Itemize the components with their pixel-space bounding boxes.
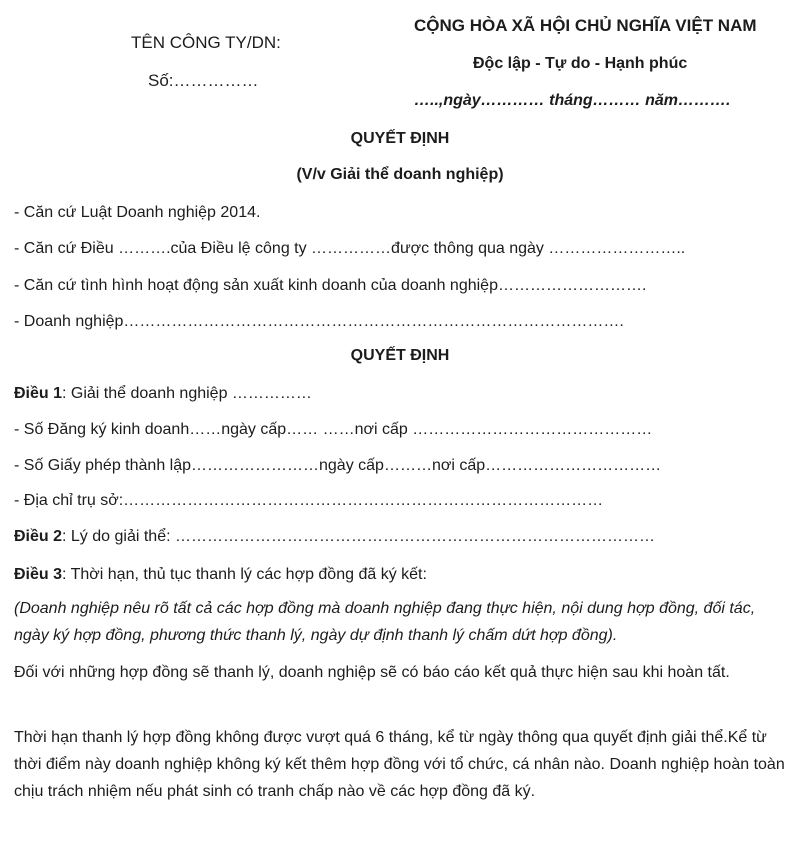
article-1-detail: - Số Đăng ký kinh doanh……ngày cấp…… ……nơi cấp ……………………………………… xyxy=(14,421,653,438)
article-1-detail: - Địa chỉ trụ sở:……………………………………………………………………………… xyxy=(14,492,604,509)
decision-title: QUYẾT ĐỊNH xyxy=(350,347,450,364)
document-title: QUYẾT ĐỊNH xyxy=(350,130,450,147)
article-3-text: : Thời hạn, thủ tục thanh lý các hợp đồng đã ký kết: xyxy=(62,566,427,583)
document-subtitle: (V/v Giải thể doanh nghiệp) xyxy=(296,166,504,183)
national-title: CỘNG HÒA XÃ HỘI CHỦ NGHĨA VIỆT NAM xyxy=(414,16,757,35)
article-1-text: : Giải thể doanh nghiệp …………… xyxy=(62,385,312,402)
national-motto: Độc lập - Tự do - Hạnh phúc xyxy=(473,55,688,72)
article-3-paragraph: Thời hạn thanh lý hợp đồng không được vượt quá 6 tháng, kể từ ngày thông qua quyết định giải thể.Kể từ thời điểm này doanh nghiệp không ký kết thêm hợp đồng với tổ chức, cá nhân nào. Doanh nghiệp hoàn toàn chịu trách nhiệm nếu phát sinh có tranh chấp nào về các hợp đồng đã ký. xyxy=(14,729,785,800)
document-number-label: Số:…………… xyxy=(148,71,259,90)
article-2-label: Điều 2 xyxy=(14,528,63,545)
ground-item: - Căn cứ tình hình hoạt động sản xuất kinh doanh của doanh nghiệp………………………. xyxy=(14,277,647,294)
ground-item: - Căn cứ Luật Doanh nghiệp 2014. xyxy=(14,204,261,221)
article-3-note: (Doanh nghiệp nêu rõ tất cả các hợp đồng mà doanh nghiệp đang thực hiện, nội dung hợp đồng, đối tác, ngày ký hợp đồng, phương thức thanh lý, ngày dự định thanh lý chấm dứt hợp đồng). xyxy=(14,600,756,644)
ground-item: - Doanh nghiệp…………………………………………………………………………………. xyxy=(14,313,624,330)
article-2-text: : Lý do giải thể: ……………………………………………………………………………… xyxy=(62,528,655,545)
article-3-paragraph: Đối với những hợp đồng sẽ thanh lý, doanh nghiệp sẽ có báo cáo kết quả thực hiện sau khi hoàn tất. xyxy=(14,664,730,681)
article-1 xyxy=(14,385,312,403)
article-1-label: Điều 1 xyxy=(14,385,63,402)
company-name-label: TÊN CÔNG TY/DN: xyxy=(131,33,281,52)
article-3-label: Điều 3 xyxy=(14,566,63,583)
article-3 xyxy=(14,566,427,584)
article-1-detail: - Số Giấy phép thành lập……………………ngày cấp………nơi cấp…………………………… xyxy=(14,457,662,474)
ground-item: - Căn cứ Điều ……….của Điều lệ công ty ……………được thông qua ngày …………………….. xyxy=(14,240,686,257)
date-line: …..,ngày………… tháng……… năm………. xyxy=(414,92,731,109)
article-2 xyxy=(14,528,655,546)
